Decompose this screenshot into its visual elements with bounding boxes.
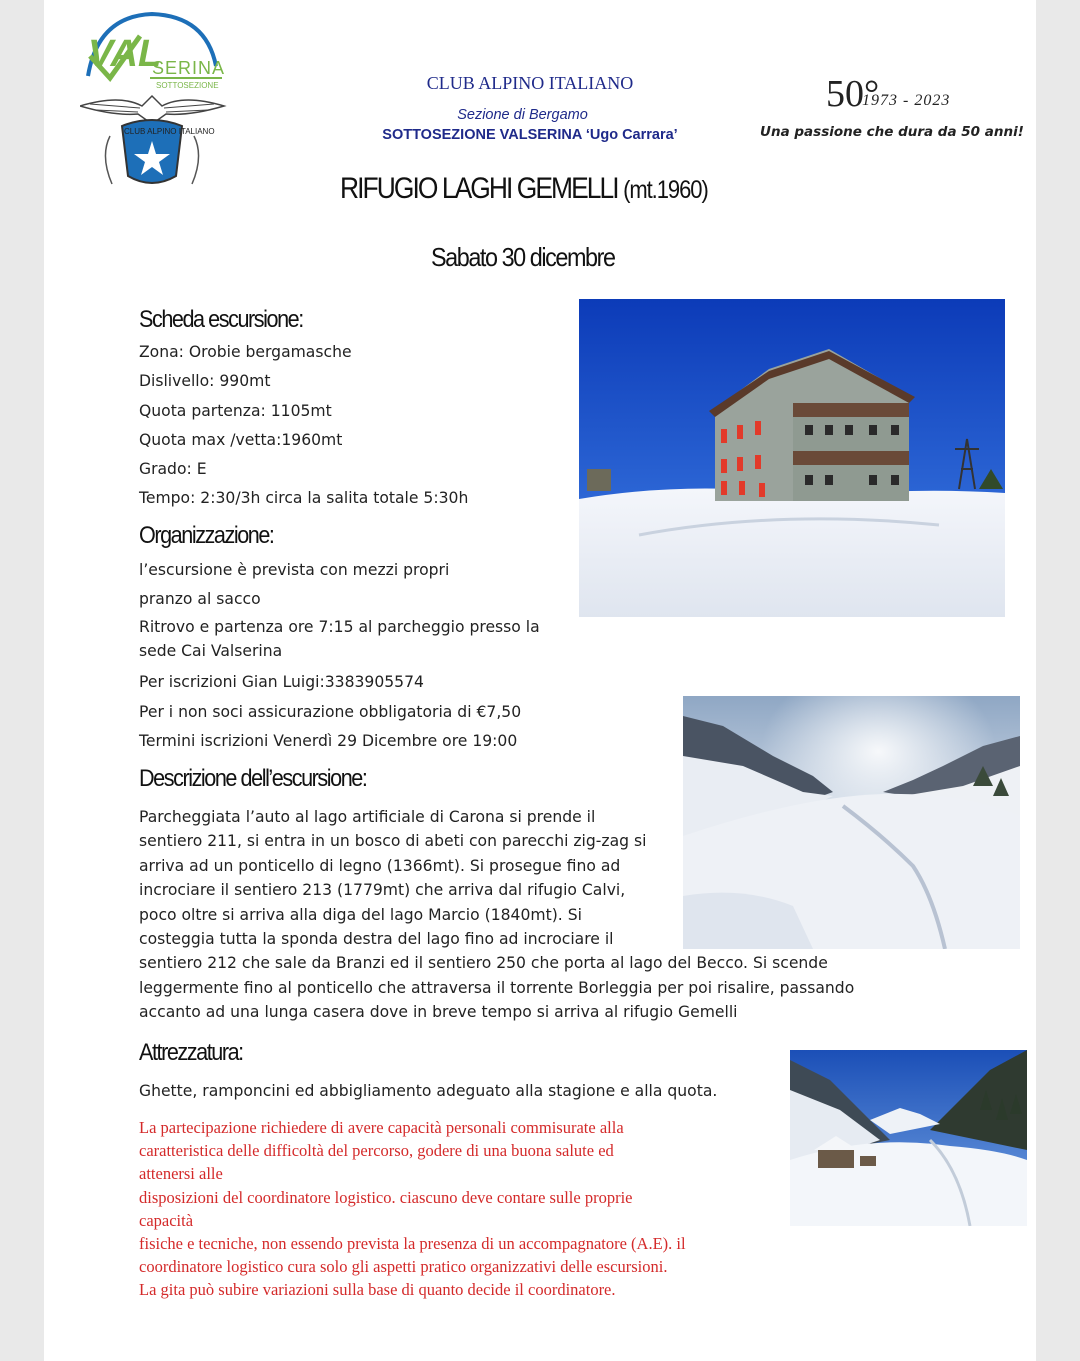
organizzazione-line: Per iscrizioni Gian Luigi:3383905574 — [139, 673, 424, 692]
descrizione-line: accanto ad una lunga casera dove in breve tempo si arriva al rifugio Gemelli — [139, 1003, 738, 1022]
event-date: Sabato 30 dicembre — [431, 242, 615, 272]
avviso-line: coordinatore logistico cura solo gli aspetti pratico organizzativi delle escursioni. — [139, 1257, 668, 1277]
descrizione-line: costeggia tutta la sponda destra del lago fino ad incrociare il — [139, 930, 614, 949]
scheda-line: Zona: Orobie bergamasche — [139, 343, 352, 361]
descrizione-line: poco oltre si arriva alla diga del lago Marcio (1840mt). Si — [139, 905, 582, 924]
avviso-line: capacità — [139, 1210, 194, 1230]
organizzazione-list — [139, 556, 540, 756]
anniversary-badge — [826, 72, 986, 122]
organizzazione-line: Termini iscrizioni Venerdì 29 Dicembre ore 19:00 — [139, 731, 518, 750]
descrizione-line: leggermente fino al ponticello che attraversa il torrente Borleggia per poi risalire, passando — [139, 978, 855, 997]
descrizione-line: Parcheggiata l’auto al lago artificiale di Carona si prende il — [139, 808, 596, 826]
organizzazione-heading: Organizzazione: — [139, 522, 274, 549]
avviso-line: caratteristica delle difficoltà del percorso, godere di una buona salute ed — [139, 1141, 614, 1161]
organizzazione-line: pranzo al sacco — [139, 590, 261, 609]
avviso-line: fisiche e tecniche, non essendo prevista la presenza di un accompagnatore (A.E). il — [139, 1234, 686, 1254]
organizzazione-line: l’escursione è prevista con mezzi propri — [139, 561, 450, 579]
sottosezione-name: SOTTOSEZIONE VALSERINA ‘Ugo Carrara’ — [382, 127, 678, 143]
title-altitude: (mt.1960) — [623, 176, 708, 204]
scheda-line: Quota max /vetta:1960mt — [139, 430, 343, 449]
svg-text:SOTTOSEZIONE: SOTTOSEZIONE — [156, 81, 219, 90]
scheda-list — [139, 338, 468, 514]
anniversary-number: 50° — [826, 73, 880, 115]
descrizione-line: sentiero 211, si entra in un bosco di abeti con parecchi zig-zag si — [139, 832, 647, 851]
avviso-line: disposizioni del coordinatore logistico. ciascuno deve contare sulle proprie — [139, 1187, 633, 1207]
attrezzatura-heading: Attrezzatura: — [139, 1039, 243, 1066]
sezione-name: Sezione di Bergamo — [457, 107, 588, 123]
scheda-line: Quota partenza: 1105mt — [139, 401, 332, 420]
scheda-heading: Scheda escursione: — [139, 306, 303, 333]
organizzazione-line: sede Cai Valserina — [139, 642, 283, 661]
motto: Una passione che dura da 50 anni! — [760, 124, 1024, 140]
lake-valley-photo — [683, 696, 1020, 949]
scheda-line: Grado: E — [139, 460, 207, 479]
title-main: RIFUGIO LAGHI GEMELLI — [340, 172, 618, 205]
cai-valserina-logo — [80, 6, 228, 194]
svg-text:VAL: VAL — [88, 33, 162, 75]
avviso-line: La partecipazione richiedere di avere capacità personali commisurate alla — [139, 1118, 624, 1137]
avviso-line: La gita può subire variazioni sulla base di quanto decide il coordinatore. — [139, 1280, 616, 1300]
attrezzatura-text: Ghette, ramponcini ed abbigliamento adeguato alla stagione e alla quota. — [139, 1082, 718, 1100]
organizzazione-line: Per i non soci assicurazione obbligatoria di €7,50 — [139, 702, 522, 721]
scheda-line: Tempo: 2:30/3h circa la salita totale 5:30h — [139, 489, 469, 508]
descrizione-line: incrociare il sentiero 213 (1779mt) che arriva dal rifugio Calvi, — [139, 881, 626, 900]
descrizione-heading: Descrizione dell’escursione: — [139, 765, 367, 792]
svg-text:SERINA: SERINA — [152, 58, 226, 78]
club-name: CLUB ALPINO ITALIANO — [426, 73, 634, 93]
organizzazione-line: Ritrovo e partenza ore 7:15 al parcheggio presso la — [139, 617, 540, 636]
descrizione-line: sentiero 212 che sale da Branzi ed il sentiero 250 che porta al lago del Becco. Si scende — [139, 954, 828, 973]
winter-hut-photo — [790, 1050, 1027, 1226]
avviso-text — [139, 1116, 819, 1302]
svg-text:CLUB ALPINO ITALIANO: CLUB ALPINO ITALIANO — [124, 127, 215, 136]
avviso-line: attenersi alle — [139, 1164, 223, 1184]
anniversary-years: 1973 - 2023 — [862, 92, 951, 109]
descrizione-line: arriva ad un ponticello di legno (1366mt). Si prosegue fino ad — [139, 856, 621, 875]
rifugio-photo — [579, 299, 1005, 617]
scheda-line: Dislivello: 990mt — [139, 372, 271, 391]
page-title — [340, 172, 708, 206]
